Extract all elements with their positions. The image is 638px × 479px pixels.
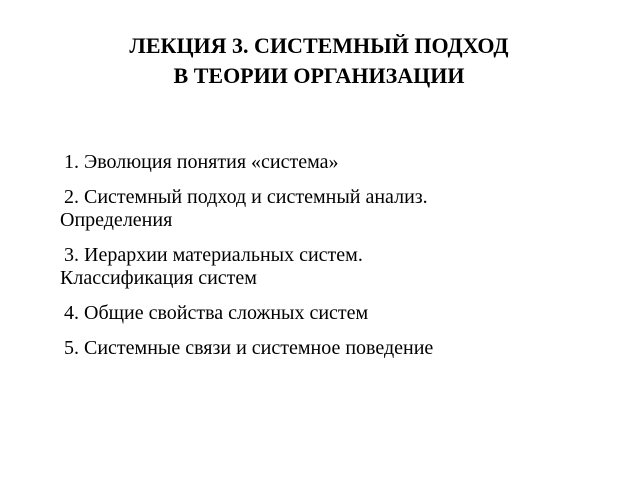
- agenda-item-1: [60, 151, 620, 174]
- slide-title-line-1: ЛЕКЦИЯ 3. СИСТЕМНЫЙ ПОДХОД: [129, 33, 509, 58]
- agenda-item-text: 1. Эволюция понятия «система»: [64, 151, 339, 173]
- agenda-list: [60, 151, 620, 372]
- agenda-item-5: [60, 337, 620, 360]
- agenda-item-4: [60, 302, 620, 325]
- agenda-item-2: [60, 186, 620, 232]
- slide-title: [0, 31, 638, 91]
- agenda-item-text: 3. Иерархии материальных систем.: [64, 244, 363, 266]
- agenda-item-continuation: Определения: [60, 209, 173, 231]
- agenda-item-continuation: Классификация систем: [60, 267, 257, 289]
- agenda-item-text: 2. Системный подход и системный анализ.: [64, 186, 428, 208]
- agenda-item-3: [60, 244, 620, 290]
- agenda-item-text: 4. Общие свойства сложных систем: [64, 302, 369, 324]
- agenda-item-text: 5. Системные связи и системное поведение: [64, 337, 434, 359]
- slide-title-line-2: В ТЕОРИИ ОРГАНИЗАЦИИ: [173, 63, 465, 88]
